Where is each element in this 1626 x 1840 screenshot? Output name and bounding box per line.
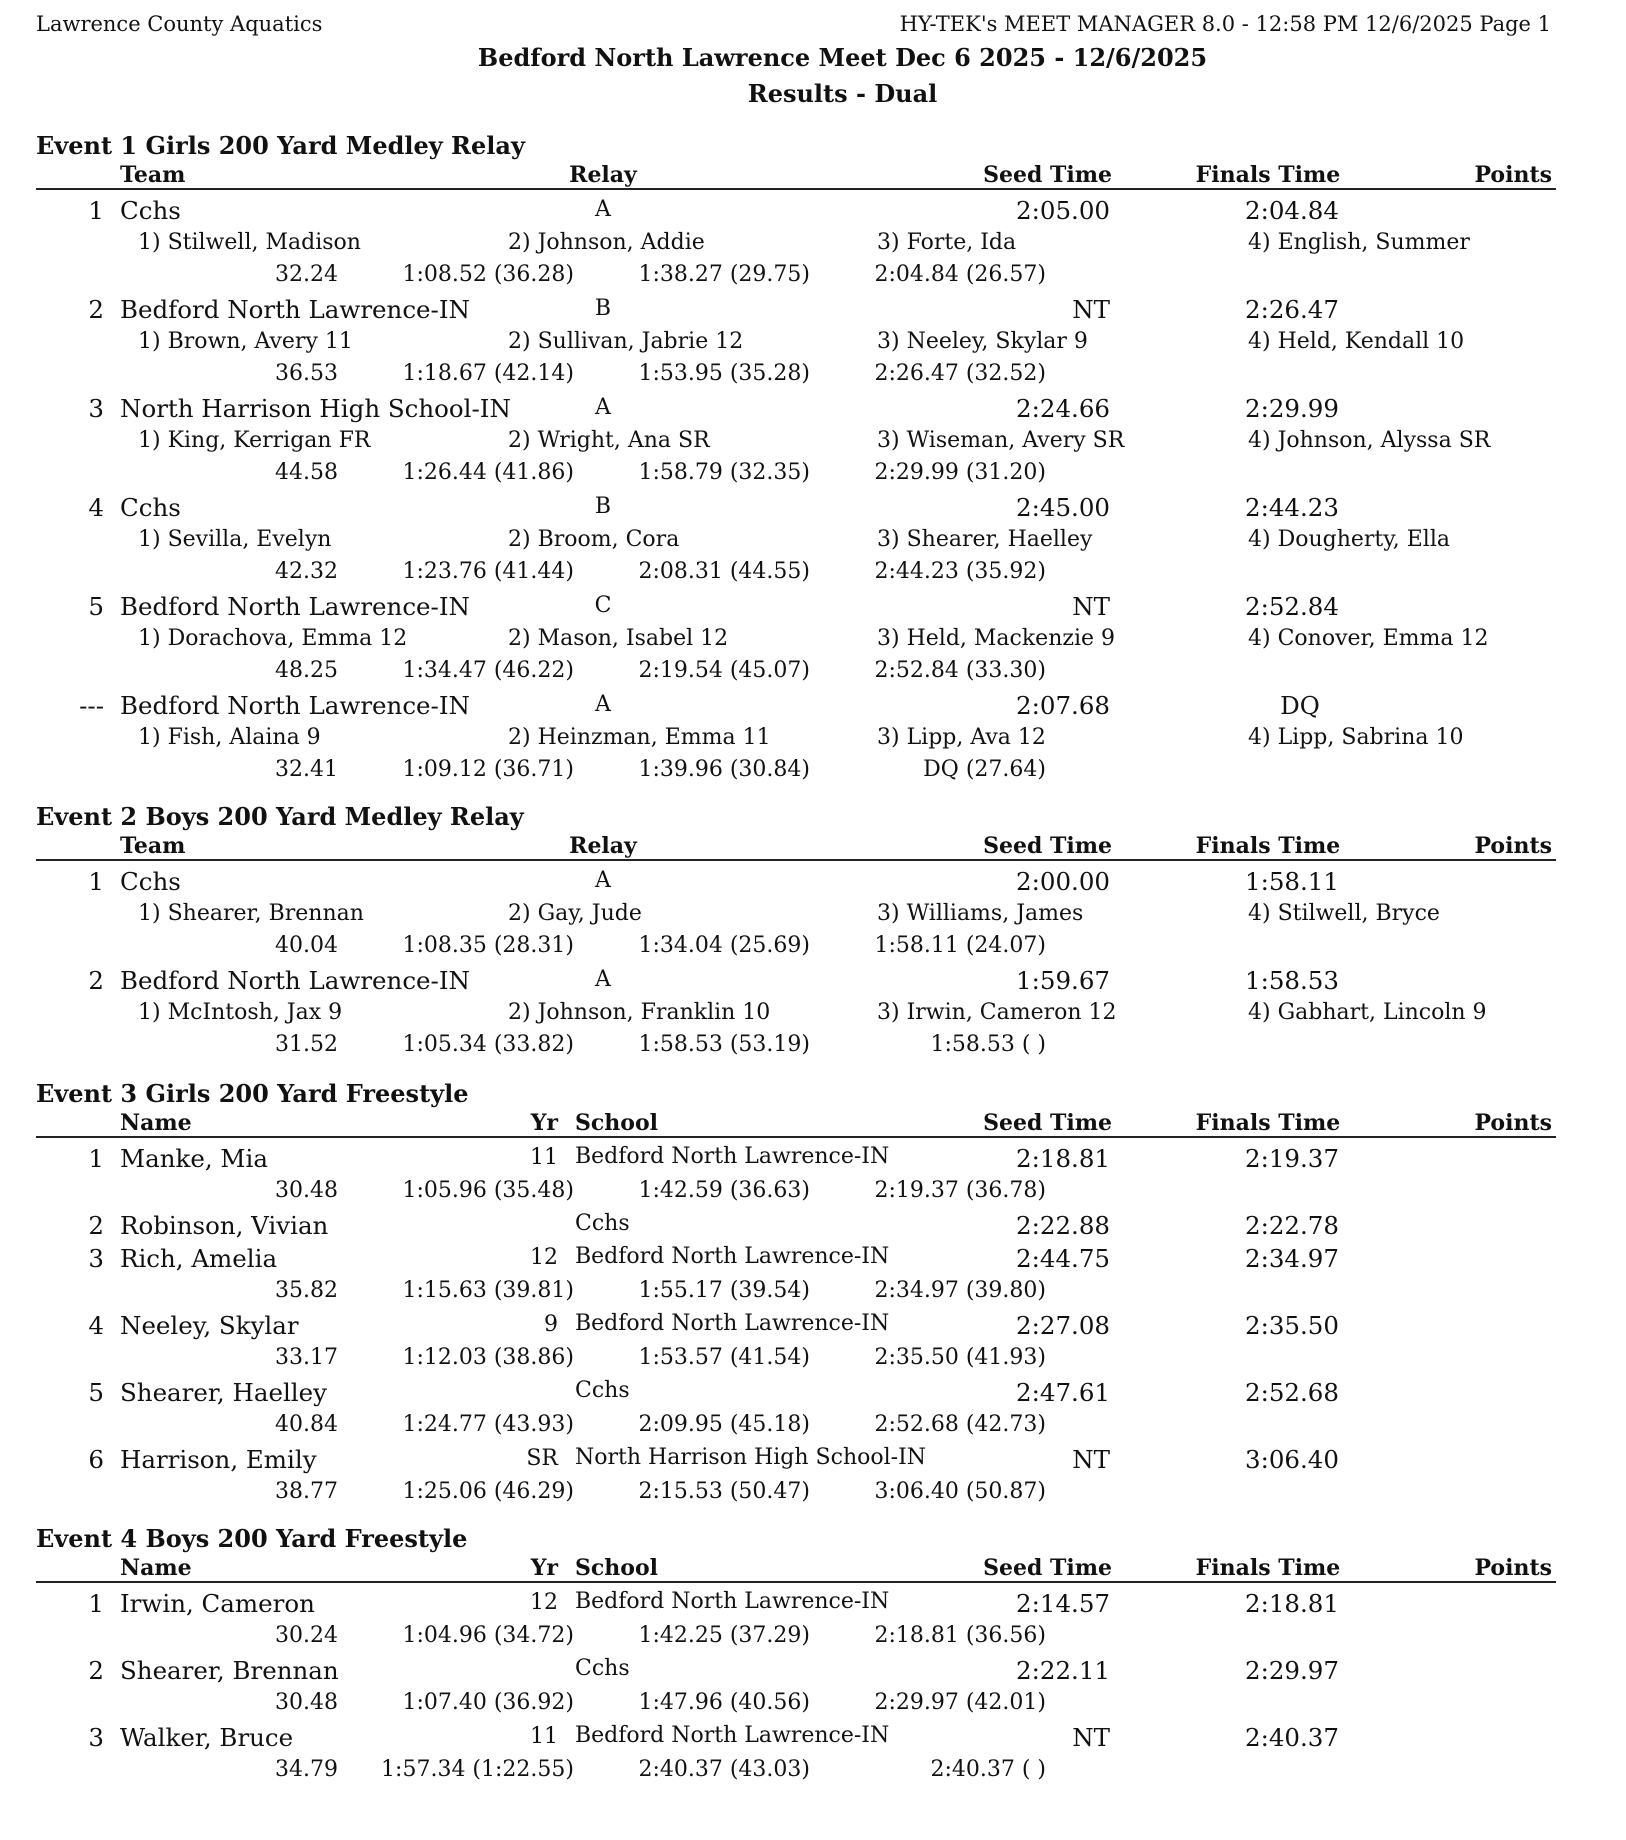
relay-swimmer: 1) King, Kerrigan FR <box>138 428 371 453</box>
col-header-school: School <box>575 1110 658 1136</box>
entry-place: 1 <box>88 867 104 896</box>
split-time: 30.48 <box>275 1178 338 1203</box>
relay-swimmer: 2) Mason, Isabel 12 <box>508 626 729 651</box>
entry-seed-time: NT <box>1072 1723 1110 1752</box>
relay-swimmer: 4) English, Summer <box>1248 230 1470 255</box>
entry-school: Bedford North Lawrence-IN <box>575 1311 890 1336</box>
split-time: 32.41 <box>275 757 338 782</box>
entry-place: 2 <box>88 966 104 995</box>
entry-year: 9 <box>544 1312 558 1337</box>
split-time: 44.58 <box>275 460 338 485</box>
entry-school: Cchs <box>575 1656 630 1681</box>
relay-swimmer: 3) Wiseman, Avery SR <box>877 428 1125 453</box>
entry-finals-time: 2:44.23 <box>1245 493 1339 522</box>
entry-name: Shearer, Brennan <box>120 1656 339 1685</box>
entry-team: Cchs <box>120 867 181 896</box>
split-time: 1:58.11 (24.07) <box>874 933 1046 958</box>
split-time: DQ (27.64) <box>923 757 1046 782</box>
entry-name: Robinson, Vivian <box>120 1211 329 1240</box>
split-time: 1:07.40 (36.92) <box>402 1690 574 1715</box>
split-time: 1:04.96 (34.72) <box>402 1623 574 1648</box>
entry-relay: A <box>595 868 611 893</box>
relay-swimmer: 2) Gay, Jude <box>508 901 642 926</box>
relay-swimmer: 4) Lipp, Sabrina 10 <box>1248 725 1464 750</box>
split-time: 1:18.67 (42.14) <box>402 361 574 386</box>
entry-place: 3 <box>88 1244 104 1273</box>
entry-relay: B <box>594 296 612 321</box>
split-time: 48.25 <box>275 658 338 683</box>
split-time: 2:04.84 (26.57) <box>874 262 1046 287</box>
relay-swimmer: 2) Heinzman, Emma 11 <box>508 725 771 750</box>
relay-swimmer: 2) Johnson, Franklin 10 <box>508 1000 771 1025</box>
entry-relay: A <box>595 692 611 717</box>
entry-team: Cchs <box>120 493 181 522</box>
split-time: 34.79 <box>275 1757 338 1782</box>
entry-year: 12 <box>530 1590 558 1615</box>
col-header-relay: Relay <box>569 162 637 188</box>
entry-relay: A <box>595 967 611 992</box>
header-rule <box>36 859 1556 861</box>
entry-relay: C <box>594 593 612 618</box>
entry-seed-time: 1:59.67 <box>1016 966 1110 995</box>
entry-relay: A <box>595 197 611 222</box>
relay-swimmer: 1) Sevilla, Evelyn <box>138 527 332 552</box>
col-header-name: Name <box>120 1110 192 1136</box>
relay-swimmer: 1) Dorachova, Emma 12 <box>138 626 408 651</box>
split-time: 1:23.76 (41.44) <box>402 559 574 584</box>
split-time: 1:55.17 (39.54) <box>638 1278 810 1303</box>
entry-finals-time: 2:29.97 <box>1245 1656 1339 1685</box>
entry-seed-time: NT <box>1072 295 1110 324</box>
entry-name: Harrison, Emily <box>120 1445 317 1474</box>
col-header-points: Points <box>1474 833 1552 859</box>
split-time: 2:44.23 (35.92) <box>874 559 1046 584</box>
split-time: 1:12.03 (38.86) <box>402 1345 574 1370</box>
entry-school: Cchs <box>575 1211 630 1236</box>
relay-swimmer: 1) Fish, Alaina 9 <box>138 725 321 750</box>
split-time: 1:58.53 ( ) <box>930 1032 1046 1057</box>
entry-finals-time: 2:52.84 <box>1245 592 1339 621</box>
entry-name: Neeley, Skylar <box>120 1311 299 1340</box>
entry-seed-time: NT <box>1072 1445 1110 1474</box>
entry-seed-time: 2:00.00 <box>1016 867 1110 896</box>
split-time: 38.77 <box>275 1479 338 1504</box>
entry-place: 1 <box>88 1589 104 1618</box>
col-header-points: Points <box>1474 1555 1552 1581</box>
relay-swimmer: 4) Held, Kendall 10 <box>1248 329 1465 354</box>
relay-swimmer: 3) Shearer, Haelley <box>877 527 1093 552</box>
entry-seed-time: 2:07.68 <box>1016 691 1110 720</box>
entry-year: 12 <box>530 1245 558 1270</box>
split-time: 32.24 <box>275 262 338 287</box>
header-rule <box>36 188 1556 190</box>
entry-year: SR <box>526 1446 558 1471</box>
split-time: 2:19.54 (45.07) <box>638 658 810 683</box>
col-header-seed: Seed Time <box>983 1555 1112 1581</box>
split-time: 1:08.52 (36.28) <box>402 262 574 287</box>
entry-finals-time: 3:06.40 <box>1245 1445 1339 1474</box>
entry-year: 11 <box>530 1145 558 1170</box>
relay-swimmer: 1) Brown, Avery 11 <box>138 329 353 354</box>
entry-finals-time: 1:58.11 <box>1245 867 1339 896</box>
relay-swimmer: 4) Gabhart, Lincoln 9 <box>1248 1000 1487 1025</box>
split-time: 2:26.47 (32.52) <box>874 361 1046 386</box>
split-time: 1:15.63 (39.81) <box>402 1278 574 1303</box>
entry-finals-time: 2:29.99 <box>1245 394 1339 423</box>
entry-place: 5 <box>88 592 104 621</box>
col-header-school: School <box>575 1555 658 1581</box>
split-time: 1:24.77 (43.93) <box>402 1412 574 1437</box>
entry-name: Irwin, Cameron <box>120 1589 315 1618</box>
split-time: 1:42.25 (37.29) <box>638 1623 810 1648</box>
entry-team: Bedford North Lawrence-IN <box>120 295 470 324</box>
entry-seed-time: 2:44.75 <box>1016 1244 1110 1273</box>
split-time: 1:39.96 (30.84) <box>638 757 810 782</box>
entry-finals-time: 1:58.53 <box>1245 966 1339 995</box>
entry-finals-time: 2:19.37 <box>1245 1144 1339 1173</box>
relay-swimmer: 3) Forte, Ida <box>877 230 1017 255</box>
entry-seed-time: 2:22.88 <box>1016 1211 1110 1240</box>
split-time: 1:34.04 (25.69) <box>638 933 810 958</box>
entry-finals-time: 2:26.47 <box>1245 295 1339 324</box>
entry-seed-time: 2:14.57 <box>1016 1589 1110 1618</box>
entry-finals-time: 2:35.50 <box>1245 1311 1339 1340</box>
split-time: 2:29.97 (42.01) <box>874 1690 1046 1715</box>
col-header-name: Name <box>120 1555 192 1581</box>
split-time: 1:25.06 (46.29) <box>402 1479 574 1504</box>
entry-finals-time: 2:52.68 <box>1245 1378 1339 1407</box>
relay-swimmer: 1) Stilwell, Madison <box>138 230 361 255</box>
split-time: 42.32 <box>275 559 338 584</box>
entry-team: North Harrison High School-IN <box>120 394 511 423</box>
event-title: Event 2 Boys 200 Yard Medley Relay <box>36 802 524 831</box>
split-time: 2:52.68 (42.73) <box>874 1412 1046 1437</box>
split-time: 1:58.53 (53.19) <box>638 1032 810 1057</box>
relay-swimmer: 3) Held, Mackenzie 9 <box>877 626 1116 651</box>
split-time: 2:19.37 (36.78) <box>874 1178 1046 1203</box>
split-time: 2:09.95 (45.18) <box>638 1412 810 1437</box>
entry-name: Manke, Mia <box>120 1144 268 1173</box>
relay-swimmer: 4) Stilwell, Bryce <box>1248 901 1440 926</box>
org-name: Lawrence County Aquatics <box>36 12 323 36</box>
split-time: 35.82 <box>275 1278 338 1303</box>
meet-title: Bedford North Lawrence Meet Dec 6 2025 - 12/6/2025 <box>477 43 1208 72</box>
split-time: 1:08.35 (28.31) <box>402 933 574 958</box>
entry-seed-time: 2:18.81 <box>1016 1144 1110 1173</box>
entry-school: Cchs <box>575 1378 630 1403</box>
entry-finals-time: DQ <box>1280 691 1320 720</box>
entry-school: Bedford North Lawrence-IN <box>575 1723 890 1748</box>
entry-place: 5 <box>88 1378 104 1407</box>
entry-name: Walker, Bruce <box>120 1723 294 1752</box>
entry-team: Bedford North Lawrence-IN <box>120 592 470 621</box>
split-time: 40.84 <box>275 1412 338 1437</box>
split-time: 2:35.50 (41.93) <box>874 1345 1046 1370</box>
relay-swimmer: 1) McIntosh, Jax 9 <box>138 1000 343 1025</box>
split-time: 2:08.31 (44.55) <box>638 559 810 584</box>
entry-place: 1 <box>88 196 104 225</box>
split-time: 1:53.95 (35.28) <box>638 361 810 386</box>
split-time: 31.52 <box>275 1032 338 1057</box>
split-time: 1:57.34 (1:22.55) <box>381 1757 574 1782</box>
entry-seed-time: 2:47.61 <box>1016 1378 1110 1407</box>
col-header-points: Points <box>1474 1110 1552 1136</box>
entry-team: Bedford North Lawrence-IN <box>120 966 470 995</box>
entry-school: North Harrison High School-IN <box>575 1445 927 1470</box>
relay-swimmer: 3) Lipp, Ava 12 <box>877 725 1046 750</box>
split-time: 1:05.96 (35.48) <box>402 1178 574 1203</box>
relay-swimmer: 2) Johnson, Addie <box>508 230 705 255</box>
entry-relay: B <box>594 494 612 519</box>
col-header-team: Team <box>120 162 186 188</box>
split-time: 30.48 <box>275 1690 338 1715</box>
entry-finals-time: 2:18.81 <box>1245 1589 1339 1618</box>
entry-name: Shearer, Haelley <box>120 1378 327 1407</box>
relay-swimmer: 4) Conover, Emma 12 <box>1248 626 1489 651</box>
event-title: Event 4 Boys 200 Yard Freestyle <box>36 1524 468 1553</box>
split-time: 1:58.79 (32.35) <box>638 460 810 485</box>
relay-swimmer: 1) Shearer, Brennan <box>138 901 364 926</box>
entry-team: Cchs <box>120 196 181 225</box>
entry-place: 4 <box>88 1311 104 1340</box>
entry-year: 11 <box>530 1724 558 1749</box>
split-time: 1:26.44 (41.86) <box>402 460 574 485</box>
event-title: Event 3 Girls 200 Yard Freestyle <box>36 1079 469 1108</box>
entry-school: Bedford North Lawrence-IN <box>575 1589 890 1614</box>
results-subtitle: Results - Dual <box>747 79 938 108</box>
split-time: 1:47.96 (40.56) <box>638 1690 810 1715</box>
col-header-seed: Seed Time <box>983 833 1112 859</box>
entry-seed-time: 2:27.08 <box>1016 1311 1110 1340</box>
entry-name: Rich, Amelia <box>120 1244 278 1273</box>
entry-seed-time: 2:05.00 <box>1016 196 1110 225</box>
relay-swimmer: 4) Dougherty, Ella <box>1248 527 1450 552</box>
entry-place: --- <box>79 691 104 720</box>
col-header-yr: Yr <box>530 1110 558 1136</box>
entry-relay: A <box>595 395 611 420</box>
header-rule <box>36 1581 1556 1583</box>
relay-swimmer: 3) Irwin, Cameron 12 <box>877 1000 1117 1025</box>
relay-swimmer: 3) Neeley, Skylar 9 <box>877 329 1088 354</box>
split-time: 2:34.97 (39.80) <box>874 1278 1046 1303</box>
split-time: 36.53 <box>275 361 338 386</box>
software-stamp: HY-TEK's MEET MANAGER 8.0 - 12:58 PM 12/6/2025 Page 1 <box>899 12 1551 36</box>
header-rule <box>36 1136 1556 1138</box>
col-header-yr: Yr <box>530 1555 558 1581</box>
relay-swimmer: 3) Williams, James <box>877 901 1084 926</box>
split-time: 33.17 <box>275 1345 338 1370</box>
split-time: 2:40.37 (43.03) <box>638 1757 810 1782</box>
split-time: 1:09.12 (36.71) <box>402 757 574 782</box>
col-header-finals: Finals Time <box>1195 833 1341 859</box>
split-time: 1:38.27 (29.75) <box>638 262 810 287</box>
split-time: 30.24 <box>275 1623 338 1648</box>
split-time: 1:05.34 (33.82) <box>402 1032 574 1057</box>
split-time: 2:29.99 (31.20) <box>874 460 1046 485</box>
split-time: 3:06.40 (50.87) <box>874 1479 1046 1504</box>
entry-place: 3 <box>88 394 104 423</box>
split-time: 2:18.81 (36.56) <box>874 1623 1046 1648</box>
relay-swimmer: 2) Sullivan, Jabrie 12 <box>508 329 744 354</box>
split-time: 2:52.84 (33.30) <box>874 658 1046 683</box>
entry-place: 2 <box>88 295 104 324</box>
event-title: Event 1 Girls 200 Yard Medley Relay <box>36 131 525 160</box>
split-time: 1:34.47 (46.22) <box>402 658 574 683</box>
entry-seed-time: NT <box>1072 592 1110 621</box>
entry-place: 3 <box>88 1723 104 1752</box>
split-time: 1:53.57 (41.54) <box>638 1345 810 1370</box>
entry-finals-time: 2:34.97 <box>1245 1244 1339 1273</box>
col-header-finals: Finals Time <box>1195 162 1341 188</box>
col-header-seed: Seed Time <box>983 162 1112 188</box>
col-header-seed: Seed Time <box>983 1110 1112 1136</box>
entry-seed-time: 2:24.66 <box>1016 394 1110 423</box>
split-time: 1:42.59 (36.63) <box>638 1178 810 1203</box>
col-header-team: Team <box>120 833 186 859</box>
entry-team: Bedford North Lawrence-IN <box>120 691 470 720</box>
split-time: 2:15.53 (50.47) <box>638 1479 810 1504</box>
entry-place: 4 <box>88 493 104 522</box>
col-header-points: Points <box>1474 162 1552 188</box>
col-header-finals: Finals Time <box>1195 1110 1341 1136</box>
relay-swimmer: 2) Broom, Cora <box>508 527 680 552</box>
relay-swimmer: 4) Johnson, Alyssa SR <box>1248 428 1491 453</box>
entry-place: 2 <box>88 1656 104 1685</box>
split-time: 2:40.37 ( ) <box>930 1757 1046 1782</box>
entry-finals-time: 2:22.78 <box>1245 1211 1339 1240</box>
entry-seed-time: 2:22.11 <box>1016 1656 1110 1685</box>
entry-place: 1 <box>88 1144 104 1173</box>
relay-swimmer: 2) Wright, Ana SR <box>508 428 710 453</box>
entry-finals-time: 2:04.84 <box>1245 196 1339 225</box>
col-header-relay: Relay <box>569 833 637 859</box>
entry-place: 6 <box>88 1445 104 1474</box>
entry-finals-time: 2:40.37 <box>1245 1723 1339 1752</box>
split-time: 40.04 <box>275 933 338 958</box>
entry-seed-time: 2:45.00 <box>1016 493 1110 522</box>
col-header-finals: Finals Time <box>1195 1555 1341 1581</box>
entry-place: 2 <box>88 1211 104 1240</box>
entry-school: Bedford North Lawrence-IN <box>575 1144 890 1169</box>
entry-school: Bedford North Lawrence-IN <box>575 1244 890 1269</box>
